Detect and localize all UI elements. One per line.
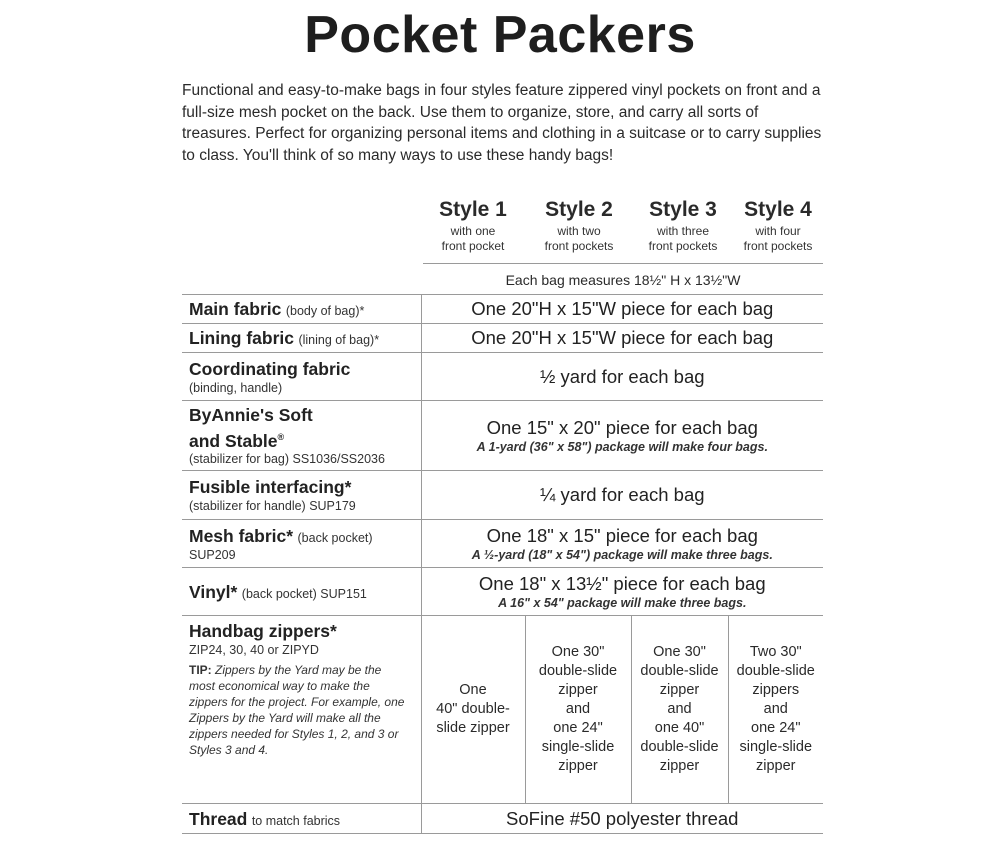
row-label [182,401,421,471]
vinyl-detail: (back pocket) SUP151 [241,586,367,601]
row-label [182,520,421,568]
row-label [182,353,421,401]
styles-header [423,196,825,262]
main-fabric-value: One 20"H x 15"W piece for each bag [471,298,774,319]
soft-stable-value: One 15" x 20" piece for each bag [486,417,758,438]
soft-stable-label-1: ByAnnie's Soft [189,404,313,425]
fusible-value: ¼ yard for each bag [539,484,705,505]
bag-measurement: Each bag measures 18½" H x 13½"W [423,263,823,296]
zipper-style-4: Two 30" double-slide zippers and one 24" single-slide zipper [728,616,823,804]
vinyl-value: One 18" x 13½" piece for each bag [478,573,766,594]
zippers-tip [189,662,419,758]
table-row [182,568,823,616]
row-value [421,568,823,616]
style-3-sub1: with three [656,224,710,238]
style-1-name: Style 1 [439,198,507,221]
row-value [421,520,823,568]
style-4-sub1: with four [755,224,801,238]
fusible-detail: (stabilizer for handle) SUP179 [189,499,356,513]
zippers-label: Handbag zippers* [189,621,337,641]
thread-value: SoFine #50 polyester thread [506,807,739,829]
lining-fabric-value: One 20"H x 15"W piece for each bag [471,327,774,348]
table-row [182,520,823,568]
registered-mark: ® [277,431,285,442]
row-label [182,568,421,616]
coord-fabric-detail: (binding, handle) [189,380,283,395]
zipper-style-3: One 30" double-slide zipper and one 40" double-slide zipper [631,616,728,804]
row-label [182,804,421,834]
style-1-sub1: with one [450,224,496,238]
table-row [182,804,823,834]
thread-label: Thread [189,808,248,829]
style-4-header [731,196,825,254]
lining-fabric-label: Lining fabric [189,328,294,348]
mesh-detail-inline: (back pocket) [297,530,373,545]
table-row [182,295,823,324]
vinyl-note: A 16" x 54" package will make three bags. [498,596,747,610]
style-2-name: Style 2 [545,198,613,221]
table-row [182,616,823,804]
soft-stable-detail: (stabilizer for bag) SS1036/SS2036 [189,452,385,467]
vinyl-label: Vinyl* [189,581,238,602]
row-value [421,804,823,834]
style-4-name: Style 4 [744,198,812,221]
style-1-header [423,196,523,254]
table-row [182,401,823,471]
table-row [182,324,823,353]
coord-fabric-label: Coordinating fabric [189,358,351,379]
style-3-name: Style 3 [649,198,717,221]
row-label [182,616,421,804]
row-value [421,324,823,353]
page-title: Pocket Packers [304,6,696,64]
intro-paragraph: Functional and easy-to-make bags in four styles feature zippered vinyl pockets on front and a full-size mesh pocket on the back. Use them to organize, store, and carry all sorts of treasures. Perfect for organizing personal items and clothing in a suitcase or to carry supplies to class. You'll think of so many ways to use these handy bags! [182,82,822,164]
coord-fabric-value: ½ yard for each bag [539,365,705,387]
thread-detail: to match fabrics [251,813,341,828]
row-label [182,471,421,520]
zipper-style-1: One 40" double- slide zipper [421,616,525,804]
mesh-value: One 18" x 15" piece for each bag [486,525,758,546]
row-value [421,401,823,471]
style-3-header [633,196,733,254]
style-3-sub2: front pockets [648,239,718,253]
row-value [421,295,823,324]
table-row [182,353,823,401]
row-value [421,471,823,520]
tip-label: TIP: [189,663,212,677]
row-label [182,324,421,353]
style-4-sub2: front pockets [743,239,813,253]
soft-stable-note: A 1-yard (36" x 58") package will make four bags. [476,440,768,454]
style-2-sub1: with two [557,224,601,238]
materials-table [182,294,823,834]
zipper-style-2: One 30" double-slide zipper and one 24" single-slide zipper [525,616,631,804]
main-fabric-detail: (body of bag)* [285,304,365,318]
tip-text: Zippers by the Yard may be the most economical way to make the zippers for the project. For example, one Zippers by the Yard will make all the zippers needed for Styles 1, 2, and 3 or Styles 3 and 4. [189,663,405,757]
fusible-label: Fusible interfacing* [189,477,352,497]
mesh-label: Mesh fabric* [189,525,294,546]
row-label [182,295,421,324]
main-fabric-label: Main fabric [189,299,282,319]
soft-stable-label-2: and Stable® [189,430,285,451]
mesh-detail: SUP209 [189,547,236,562]
style-2-sub2: front pockets [544,239,614,253]
table-row [182,471,823,520]
row-value [421,353,823,401]
zippers-detail: ZIP24, 30, 40 or ZIPYD [189,643,319,657]
mesh-note: A ½-yard (18" x 54") package will make three bags. [471,548,773,562]
style-2-header [527,196,631,254]
style-1-sub2: front pocket [441,239,505,253]
lining-fabric-detail: (lining of bag)* [298,333,380,347]
